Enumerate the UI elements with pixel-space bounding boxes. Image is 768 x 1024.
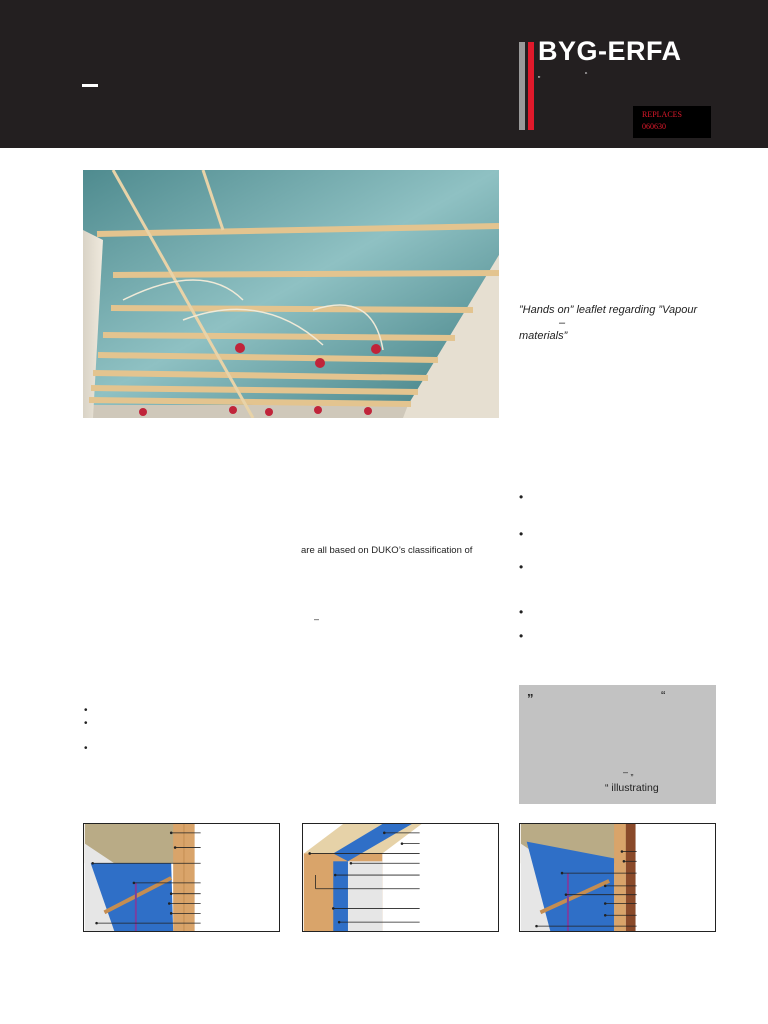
- list-item: •: [84, 743, 88, 754]
- brand-quote-close: “: [585, 72, 588, 79]
- wall-section-diagram-1: [83, 823, 280, 932]
- side-note-line1: ”Hands on” leaflet regarding ”Vapour: [519, 304, 698, 316]
- list-item: •: [519, 605, 524, 619]
- header-dash: [82, 84, 98, 87]
- corner-section-diagram-2: [302, 823, 499, 932]
- red-accent-bar: [528, 42, 534, 130]
- wall-section-diagram-3: [519, 823, 716, 932]
- side-note-line3: materials”: [519, 330, 568, 342]
- brand-quote-open: „: [538, 72, 541, 79]
- list-item: •: [519, 560, 524, 574]
- info-box: [519, 685, 716, 804]
- body-text-line: are all based on DUKO’s classification of: [301, 545, 473, 556]
- info-quote-open: ”: [527, 691, 534, 706]
- side-note: [519, 304, 697, 343]
- replaces-badge: [633, 106, 711, 138]
- list-item: •: [84, 718, 88, 729]
- list-item: •: [519, 527, 524, 541]
- ceiling-photo: [83, 170, 499, 418]
- replaces-number: 060630: [642, 122, 666, 131]
- replaces-label: REPLACES: [642, 110, 683, 119]
- grey-accent-bar: [519, 42, 525, 130]
- info-illustrating: “ illustrating: [605, 782, 659, 794]
- side-note-dash: –: [559, 317, 566, 329]
- body-dash: –: [314, 614, 320, 624]
- info-dash-quote: – „: [623, 767, 634, 777]
- brand-logo: BYG-ERFA: [538, 36, 682, 66]
- info-quote-close: “: [661, 688, 666, 703]
- list-item: •: [519, 490, 524, 504]
- list-item: •: [84, 705, 88, 716]
- list-item: •: [519, 629, 524, 643]
- header-band: [0, 0, 768, 148]
